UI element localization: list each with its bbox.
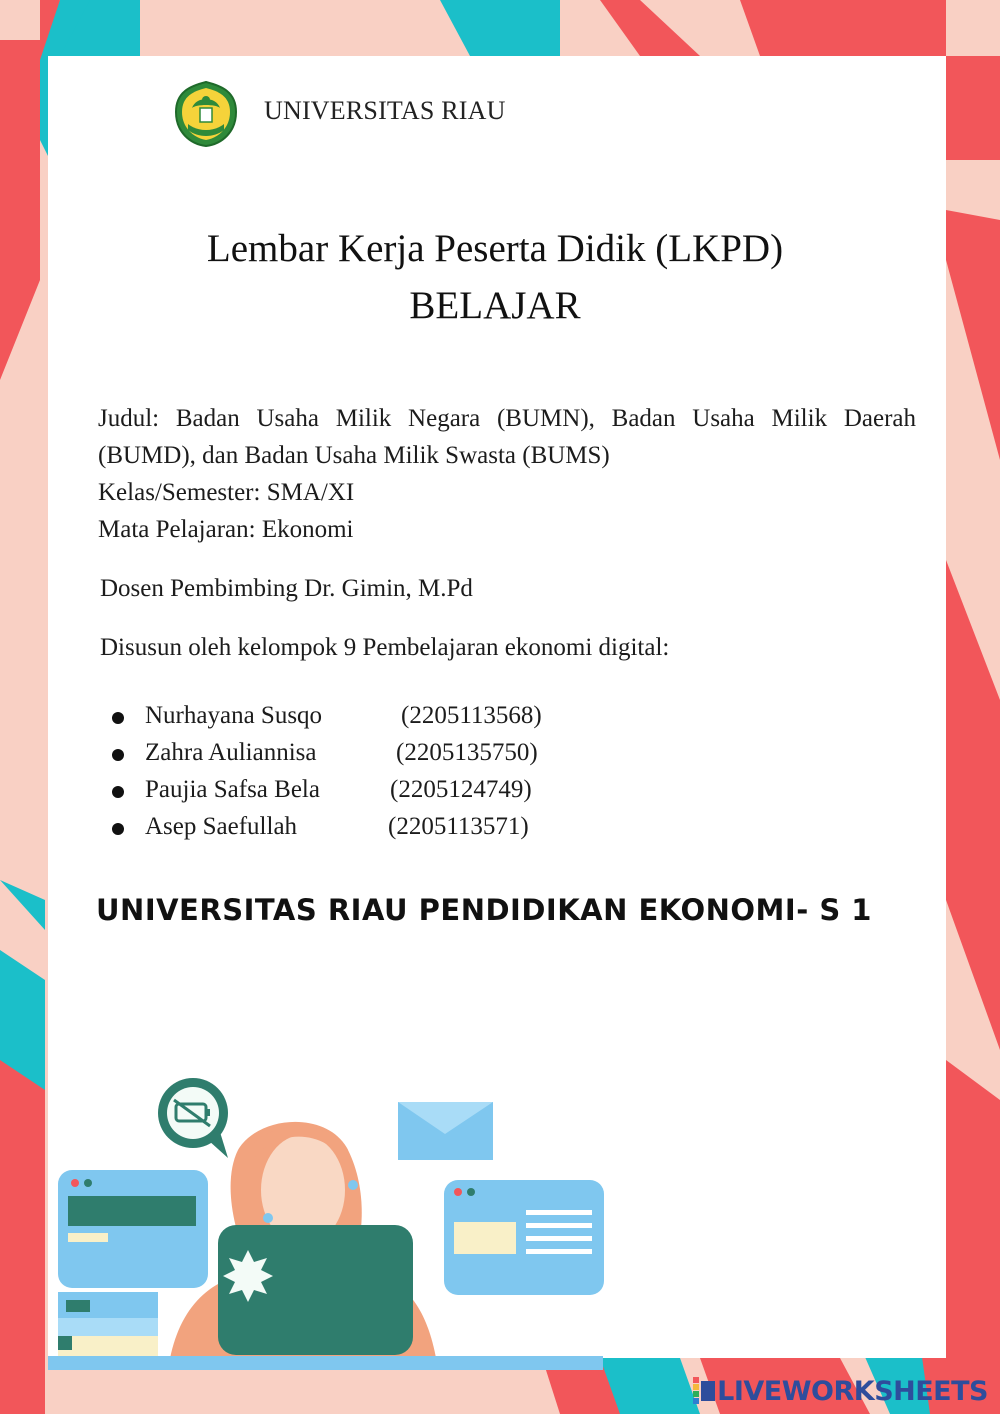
member-name: Zahra Auliannisa [145,739,317,766]
mapel-text: Mata Pelajaran: Ekonomi [98,516,354,543]
bullet-icon [112,712,124,724]
footer-title: UNIVERSITAS RIAU PENDIDIKAN EKONOMI- S 1 [96,893,872,927]
disusun-text: Disusun oleh kelompok 9 Pembelajaran ekonomi digital: [100,634,670,661]
mail-icon [398,1102,493,1160]
page-subtitle: BELAJAR [409,284,581,327]
member-name: Nurhayana Susqo [145,702,323,729]
liveworksheets-watermark[interactable] [693,1374,988,1408]
dosen-text: Dosen Pembimbing Dr. Gimin, M.Pd [100,575,473,602]
university-name: UNIVERSITAS RIAU [264,96,506,125]
bullet-icon [112,786,124,798]
member-id: (2205124749) [390,776,532,803]
page-title: Lembar Kerja Peserta Didik (LKPD) [206,227,784,270]
browser-window-left-icon [58,1170,208,1288]
books-icon [58,1292,158,1360]
bullet-icon [112,823,124,835]
watermark-text: LIVEWORKSHEETS [717,1375,988,1407]
member-name: Paujia Safsa Bela [145,776,320,803]
judul-text: Judul: Badan Usaha Milik Negara (BUMN), Badan Usaha Milik Daerah (BUMD), dan Badan Usaha Milik Swasta (BUMS) [98,405,916,469]
student-laptop-illustration [48,1070,628,1370]
kelas-text: Kelas/Semester: SMA/XI [98,479,355,506]
laptop-icon [218,1225,413,1355]
universitas-riau-logo [170,78,242,150]
bullet-icon [112,749,124,761]
member-id: (2205113571) [388,813,529,840]
member-id: (2205135750) [396,739,538,766]
browser-window-right-icon [444,1180,604,1295]
member-id: (2205113568) [401,702,542,729]
battery-bubble-icon [158,1078,228,1158]
member-name: Asep Saefullah [145,813,298,840]
liveworksheets-logo-icon [693,1377,717,1405]
